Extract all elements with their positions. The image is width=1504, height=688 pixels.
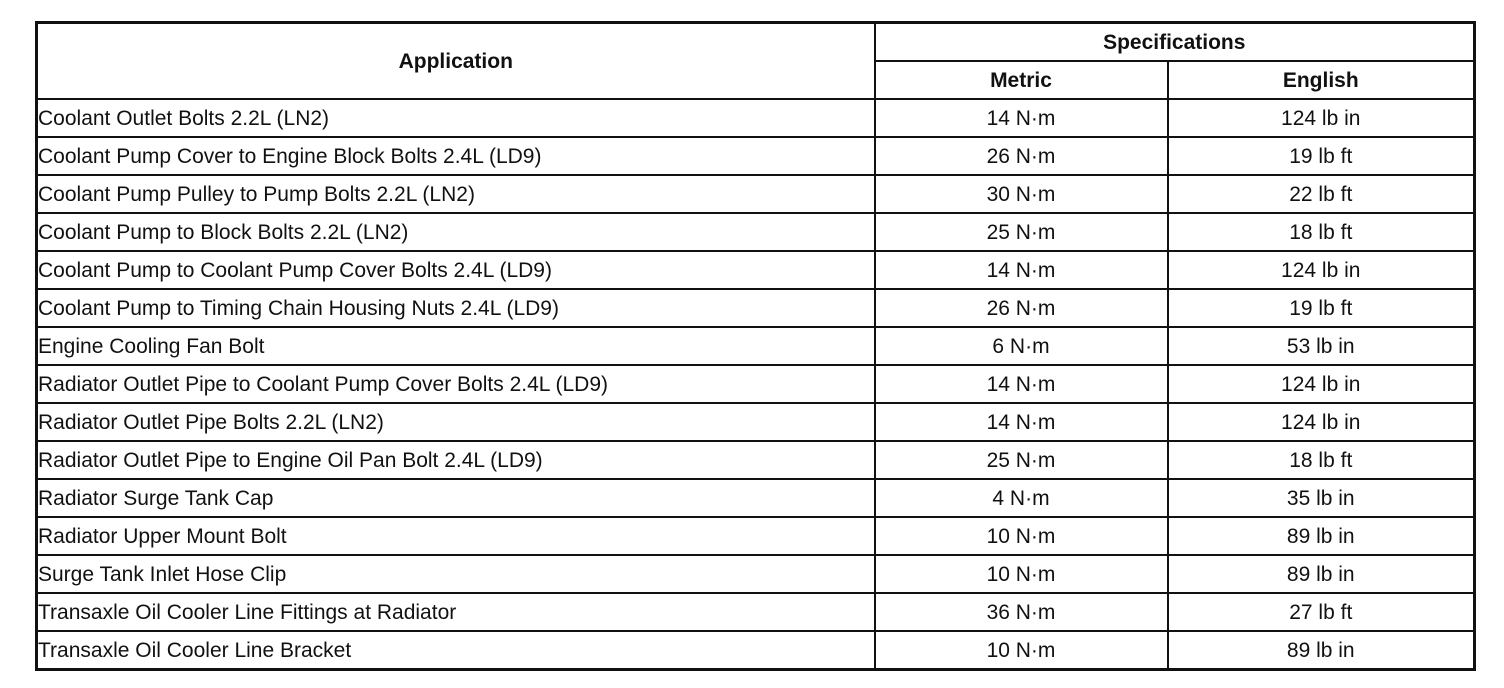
table-row [37, 137, 1475, 175]
english-cell: 89 lb in [1168, 631, 1475, 670]
metric-cell: 14 N·m [875, 251, 1168, 289]
application-cell: Transaxle Oil Cooler Line Bracket [37, 631, 875, 670]
metric-cell: 25 N·m [875, 213, 1168, 251]
application-cell: Transaxle Oil Cooler Line Fittings at Radiator [37, 593, 875, 631]
application-cell: Radiator Surge Tank Cap [37, 479, 875, 517]
application-cell: Engine Cooling Fan Bolt [37, 327, 875, 365]
english-cell: 18 lb ft [1168, 213, 1475, 251]
table-row [37, 327, 1475, 365]
table-row [37, 593, 1475, 631]
metric-cell: 36 N·m [875, 593, 1168, 631]
english-cell: 89 lb in [1168, 517, 1475, 555]
table-row [37, 175, 1475, 213]
table-row [37, 365, 1475, 403]
application-cell: Coolant Pump to Timing Chain Housing Nuts 2.4L (LD9) [37, 289, 875, 327]
metric-cell: 4 N·m [875, 479, 1168, 517]
specifications-group-header: Specifications [875, 23, 1475, 62]
application-cell: Radiator Outlet Pipe Bolts 2.2L (LN2) [37, 403, 875, 441]
metric-cell: 25 N·m [875, 441, 1168, 479]
application-cell: Coolant Pump to Coolant Pump Cover Bolts 2.4L (LD9) [37, 251, 875, 289]
header-row-top [37, 23, 1475, 62]
application-cell: Coolant Pump Cover to Engine Block Bolts 2.4L (LD9) [37, 137, 875, 175]
table-row [37, 441, 1475, 479]
table-row [37, 213, 1475, 251]
metric-cell: 14 N·m [875, 403, 1168, 441]
metric-column-header: Metric [875, 61, 1168, 99]
metric-cell: 14 N·m [875, 365, 1168, 403]
english-cell: 124 lb in [1168, 365, 1475, 403]
english-cell: 18 lb ft [1168, 441, 1475, 479]
metric-cell: 14 N·m [875, 99, 1168, 137]
english-cell: 35 lb in [1168, 479, 1475, 517]
table-row [37, 289, 1475, 327]
application-cell: Surge Tank Inlet Hose Clip [37, 555, 875, 593]
metric-cell: 10 N·m [875, 555, 1168, 593]
metric-cell: 6 N·m [875, 327, 1168, 365]
metric-cell: 10 N·m [875, 517, 1168, 555]
metric-cell: 26 N·m [875, 137, 1168, 175]
application-cell: Radiator Outlet Pipe to Coolant Pump Cover Bolts 2.4L (LD9) [37, 365, 875, 403]
table-row [37, 631, 1475, 670]
table-row [37, 403, 1475, 441]
english-cell: 19 lb ft [1168, 289, 1475, 327]
english-cell: 53 lb in [1168, 327, 1475, 365]
application-cell: Coolant Pump to Block Bolts 2.2L (LN2) [37, 213, 875, 251]
english-cell: 89 lb in [1168, 555, 1475, 593]
table-row [37, 99, 1475, 137]
metric-cell: 26 N·m [875, 289, 1168, 327]
english-column-header: English [1168, 61, 1475, 99]
english-cell: 124 lb in [1168, 99, 1475, 137]
english-cell: 124 lb in [1168, 403, 1475, 441]
english-cell: 22 lb ft [1168, 175, 1475, 213]
table-row [37, 479, 1475, 517]
english-cell: 124 lb in [1168, 251, 1475, 289]
metric-cell: 30 N·m [875, 175, 1168, 213]
application-cell: Coolant Pump Pulley to Pump Bolts 2.2L (LN2) [37, 175, 875, 213]
application-cell: Radiator Upper Mount Bolt [37, 517, 875, 555]
english-cell: 27 lb ft [1168, 593, 1475, 631]
english-cell: 19 lb ft [1168, 137, 1475, 175]
fastener-specifications-table [35, 21, 1476, 671]
application-column-header: Application [37, 23, 875, 100]
table-row [37, 555, 1475, 593]
application-cell: Radiator Outlet Pipe to Engine Oil Pan Bolt 2.4L (LD9) [37, 441, 875, 479]
table-row [37, 251, 1475, 289]
metric-cell: 10 N·m [875, 631, 1168, 670]
application-cell: Coolant Outlet Bolts 2.2L (LN2) [37, 99, 875, 137]
table-row [37, 517, 1475, 555]
